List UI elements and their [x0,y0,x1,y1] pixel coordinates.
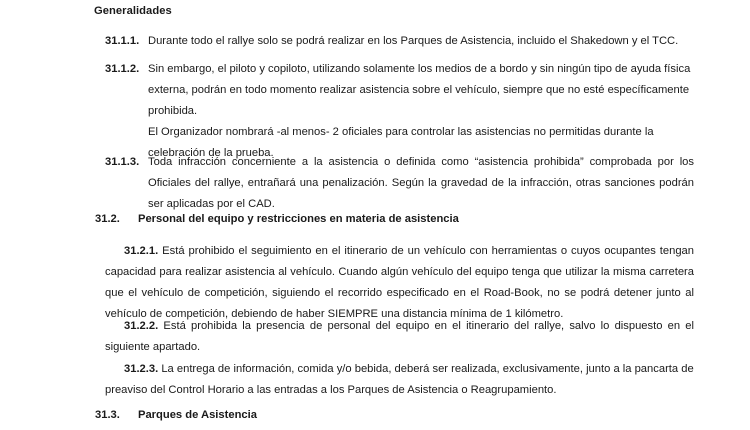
heading-31-2-title: Personal del equipo y restricciones en materia de asistencia [138,213,459,225]
clause-31-2-1 [105,241,694,325]
clause-31-2-1-text: Está prohibido el seguimiento en el itinerario de un vehículo con herramientas o cuyos ocupantes tengan capacidad para realizar asistencia al vehículo. Cuando algún vehículo del equipo tenga que utilizar la misma carretera que el vehículo de competición, siguiendo el recorrido especificado en el Road-Book, no se podrá detener junto al vehículo de competición, debiendo de haber SIEMPRE una distancia mínima de 1 kilómetro. [105,245,694,320]
heading-31-3 [95,409,257,421]
heading-31-2 [95,213,459,225]
clause-31-2-2-number: 31.2.2. [124,320,159,332]
clause-31-1-2-number: 31.1.2. [105,63,140,75]
clause-31-2-3-number: 31.2.3. [124,363,159,375]
clause-31-1-1 [105,31,694,52]
clause-31-1-2-paragraph-2: El Organizador nombrará -al menos- 2 oficiales para controlar las asistencias no permitidas durante la celebración de la prueba. [148,126,654,159]
clause-31-1-1-text: Durante todo el rallye solo se podrá realizar en los Parques de Asistencia, incluido el Shakedown y el TCC. [148,35,679,47]
heading-generalidades: Generalidades [94,5,172,17]
heading-31-3-number: 31.3. [95,409,120,421]
clause-31-2-3-text: La entrega de información, comida y/o bebida, deberá ser realizada, exclusivamente, junto a la pancarta de preaviso del Control Horario a las entradas a los Parques de Asistencia o Reagrupamiento. [105,363,694,396]
clause-31-2-2 [105,316,694,358]
clause-31-2-3 [105,359,694,401]
clause-31-1-2-paragraph-1: Sin embargo, el piloto y copiloto, utilizando solamente los medios de a bordo y sin ningún tipo de ayuda física externa, podrán en todo momento realizar asistencia sobre el vehículo, siempre que no esté específicamente prohibida. [148,63,691,117]
clause-31-2-2-text: Está prohibida la presencia de personal del equipo en el itinerario del rallye, salvo lo dispuesto en el siguiente apartado. [105,320,695,353]
clause-31-1-3-text: Toda infracción concerniente a la asistencia o definida como “asistencia prohibida” comprobada por los Oficiales del rallye, entrañará una penalización. Según la gravedad de la infracción, otras sanciones podrán ser aplicadas por el CAD. [148,156,694,210]
clause-31-1-3-number: 31.1.3. [105,156,140,168]
clause-31-1-1-number: 31.1.1. [105,35,140,47]
clause-31-1-2 [105,59,694,164]
heading-31-2-number: 31.2. [95,213,120,225]
clause-31-2-1-number: 31.2.1. [124,245,159,257]
heading-31-3-title: Parques de Asistencia [138,409,257,421]
clause-31-1-3 [105,152,694,215]
